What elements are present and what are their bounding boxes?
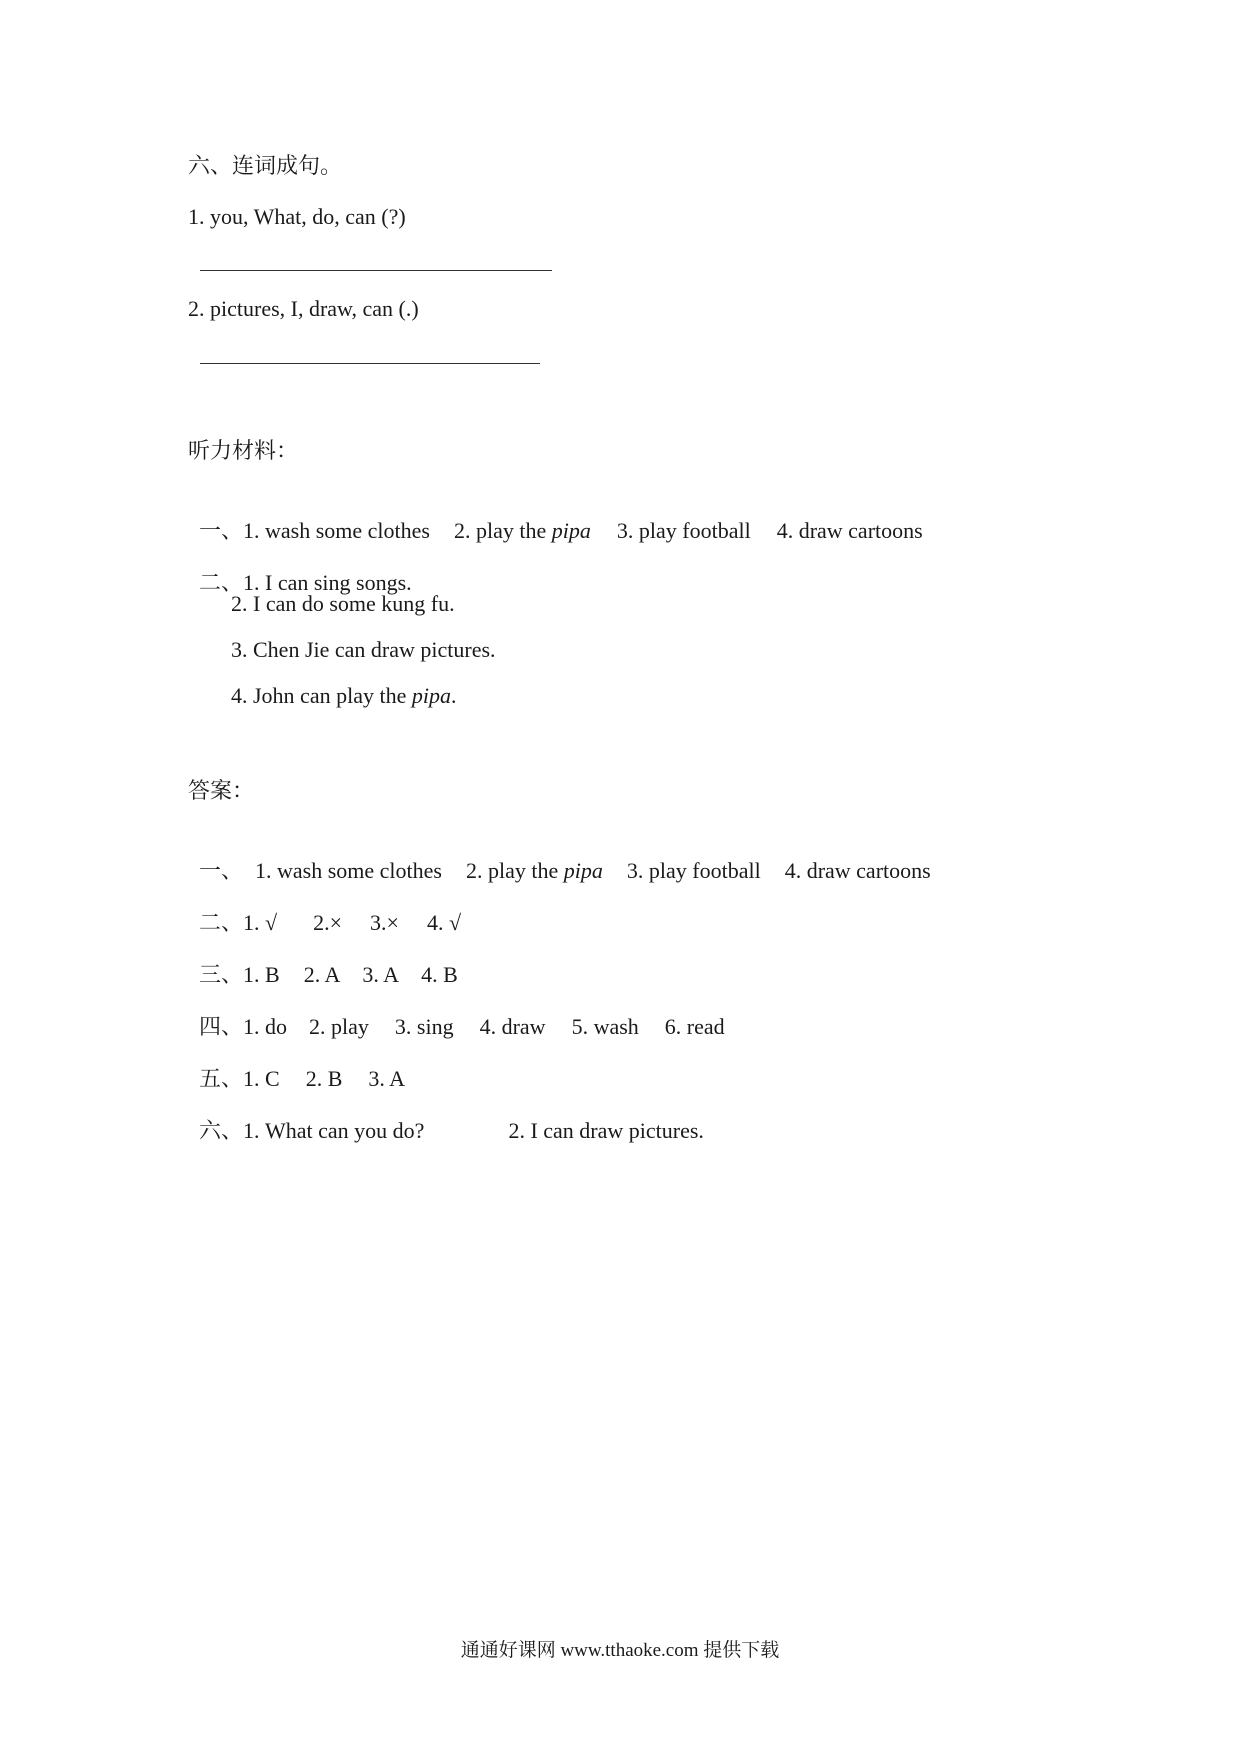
answers-part4-item-1: 1. do [243,1014,288,1039]
listening-part1-item-3: 3. play football [616,518,751,543]
answers-part5-item-1: 1. C [243,1066,280,1091]
answers-part3-item-3: 3. A [362,962,400,987]
answers-part3-item-4: 4. B [421,962,458,987]
answers-part1-item-2: 2. play the pipa [465,858,603,883]
listening-part2-prefix: 二、 [199,570,244,595]
answers-part4 [188,985,725,1041]
listening-part2-item-3: 3. Chen Jie can draw pictures. [231,637,496,662]
answers-part5-prefix: 五、 [199,1066,244,1091]
section6-question-1: 1. you, What, do, can (?) [188,204,406,229]
listening-part2-item-4: 4. John can play the pipa. [231,683,457,708]
answers-part6-item-1: 1. What can you do? [243,1118,425,1143]
answers-part2-prefix: 二、 [199,910,244,935]
answers-part3-item-1: 1. B [243,962,280,987]
answers-part2-item-3: 3.× [370,910,399,935]
answers-part6 [188,1089,704,1145]
answers-part1-item-3: 3. play football [626,858,761,883]
answers-part5-item-3: 3. A [368,1066,406,1091]
answers-part4-item-3: 3. sing [394,1014,454,1039]
listening-heading: 听力材料： [188,438,299,463]
listening-part1-item-4: 4. draw cartoons [776,518,923,543]
listening-part2-line1 [188,541,412,597]
answers-part3 [188,933,458,989]
listening-part1-item-2: 2. play the pipa [453,518,591,543]
answers-part1 [188,829,931,885]
answer-blank-2 [200,363,540,364]
answer-blank-1 [200,270,552,271]
footer-source: 通通好课网 www.tthaoke.com 提供下载 [460,1640,780,1661]
listening-part2-item-1: 1. I can sing songs. [243,570,412,595]
answers-part2-item-4: 4. √ [426,910,462,935]
answers-part5 [188,1037,405,1093]
answers-heading: 答案： [188,778,255,803]
answers-part6-prefix: 六、 [199,1118,244,1143]
answers-part4-item-2: 2. play [309,1014,369,1039]
answers-part6-item-2: 2. I can draw pictures. [508,1118,704,1143]
listening-part2-item-2: 2. I can do some kung fu. [231,591,455,616]
listening-part1 [188,489,923,545]
answers-part1-item-1: 1. wash some clothes [255,858,442,883]
answers-part1-item-4: 4. draw cartoons [784,858,931,883]
listening-part1-item-1: 1. wash some clothes [243,518,430,543]
listening-part1-prefix: 一、 [199,518,244,543]
answers-part3-prefix: 三、 [199,962,244,987]
answers-part4-item-5: 5. wash [571,1014,639,1039]
answers-part1-prefix: 一、 [199,858,244,883]
answers-part2 [188,881,461,937]
answers-part4-item-4: 4. draw [479,1014,546,1039]
answers-part4-prefix: 四、 [199,1014,244,1039]
section6-heading: 六、连词成句。 [188,153,343,178]
section6-question-2: 2. pictures, I, draw, can (.) [188,296,419,321]
answers-part4-item-6: 6. read [664,1014,725,1039]
answers-part2-item-1: 1. √ [243,910,278,935]
answers-part3-item-2: 2. A [303,962,341,987]
answers-part5-item-2: 2. B [305,1066,343,1091]
answers-part2-item-2: 2.× [313,910,343,935]
